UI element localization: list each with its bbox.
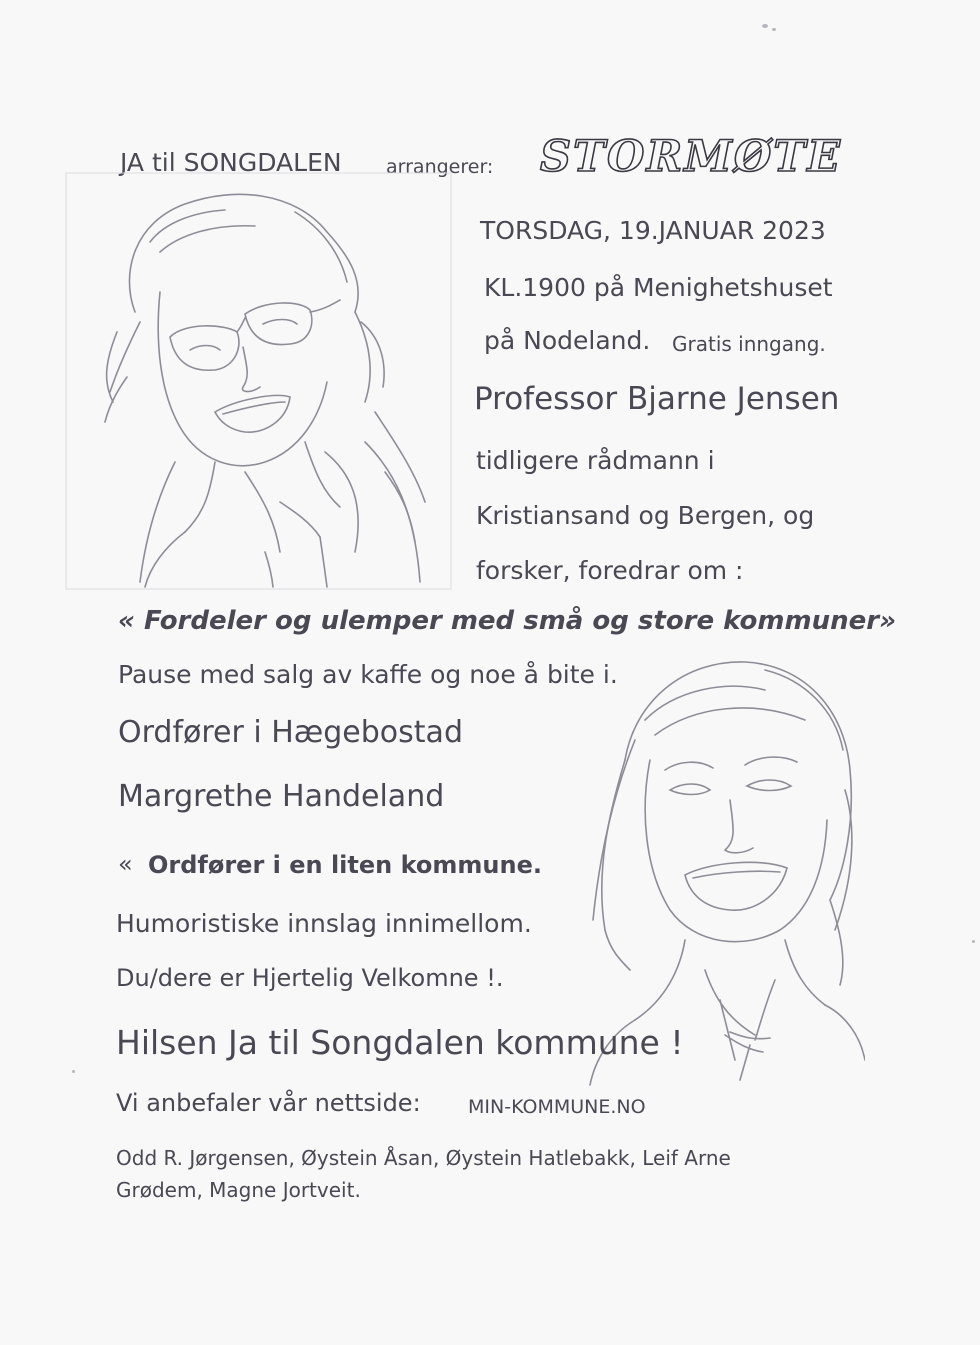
scan-speck xyxy=(772,28,776,31)
scan-speck xyxy=(972,940,975,943)
organizer-name: JA til SONGDALEN xyxy=(120,148,342,177)
scan-speck xyxy=(762,24,768,28)
signatories-line1: Odd R. Jørgensen, Øystein Åsan, Øystein Hatlebakk, Leif Arne xyxy=(116,1146,731,1170)
break-text: Pause med salg av kaffe og noe å bite i. xyxy=(118,660,618,689)
greeting: Hilsen Ja til Songdalen kommune ! xyxy=(116,1023,684,1062)
website-url: MIN-KOMMUNE.NO xyxy=(468,1096,646,1118)
event-title: STORMØTE xyxy=(540,132,843,182)
event-place: på Nodeland. xyxy=(484,326,651,355)
speaker2-quote-mark: « xyxy=(118,850,133,878)
scan-speck xyxy=(72,1070,75,1073)
signatories-line2: Grødem, Magne Jortveit. xyxy=(116,1178,361,1202)
speaker1-name: Professor Bjarne Jensen xyxy=(474,381,840,417)
event-entry: Gratis inngang. xyxy=(672,332,826,356)
speaker2-role: Ordfører i Hægebostad xyxy=(118,715,463,750)
humor-note: Humoristiske innslag innimellom. xyxy=(116,909,532,938)
speaker1-talk-title: « Fordeler og ulemper med små og store kommuner» xyxy=(118,606,896,636)
portrait-sketch-professor xyxy=(65,172,455,592)
speaker1-bio-line3: forsker, foredrar om : xyxy=(476,556,744,585)
website-label: Vi anbefaler vår nettside: xyxy=(116,1089,421,1117)
event-date: TORSDAG, 19.JANUAR 2023 xyxy=(480,216,826,245)
welcome-note: Du/dere er Hjertelig Velkomne !. xyxy=(116,964,504,992)
event-time-place: KL.1900 på Menighetshuset xyxy=(484,273,833,302)
speaker1-bio-line2: Kristiansand og Bergen, og xyxy=(476,501,815,530)
speaker1-bio-line1: tidligere rådmann i xyxy=(476,446,715,475)
organizer-suffix: arrangerer: xyxy=(386,156,494,178)
speaker2-name: Margrethe Handeland xyxy=(118,779,445,814)
speaker2-talk-title: Ordfører i en liten kommune. xyxy=(148,851,542,879)
